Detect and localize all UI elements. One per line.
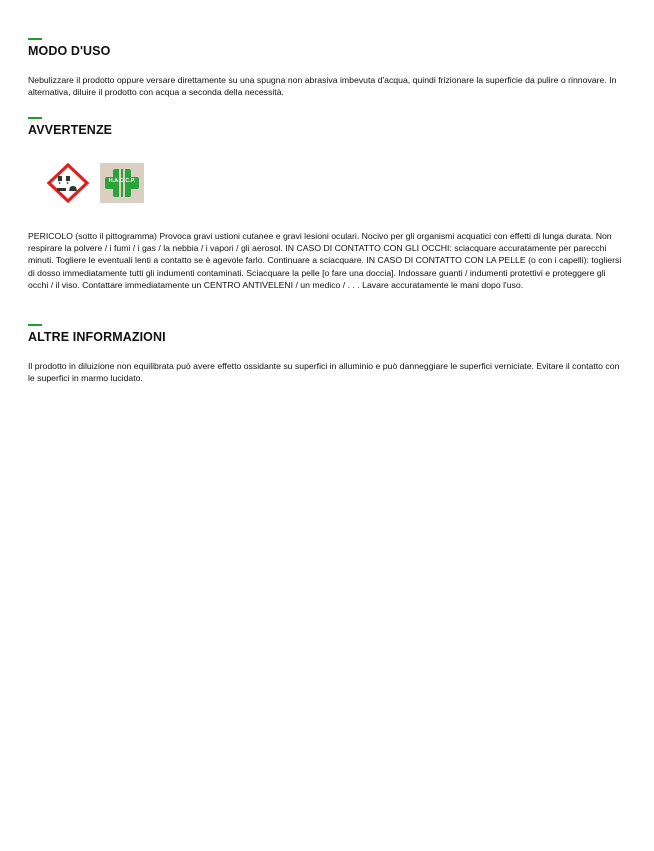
hazard-pictograms bbox=[46, 163, 144, 203]
section-accent-bar bbox=[28, 38, 42, 40]
section-title-altre-informazioni: ALTRE INFORMAZIONI bbox=[28, 330, 166, 344]
section-avvertenze bbox=[28, 117, 628, 138]
modo-uso-text: Nebulizzare il prodotto oppure versare direttamente su una spugna non abrasiva imbevuta d'acqua, quindi frizionare la superficie da pulire o rinnovare. In alternativa, diluire il prodotto con acqua a seconda della necessità. bbox=[28, 75, 617, 98]
section-accent-bar bbox=[28, 117, 42, 119]
haccp-label: H.A.C.C.P. bbox=[108, 178, 136, 184]
section-altre-informazioni bbox=[28, 324, 628, 384]
section-title-avvertenze: AVVERTENZE bbox=[28, 123, 113, 137]
ghs-corrosive-icon bbox=[46, 163, 90, 203]
section-modo-uso bbox=[28, 38, 628, 98]
haccp-icon bbox=[100, 163, 144, 203]
section-title-modo-uso: MODO D'USO bbox=[28, 44, 111, 58]
section-accent-bar bbox=[28, 324, 42, 326]
avvertenze-text: PERICOLO (sotto il pittogramma) Provoca gravi ustioni cutanee e gravi lesioni oculari. Nocivo per gli organismi acquatici con effetti di lunga durata. Non respirare la polvere / i fumi / i gas / la nebbia / i vapori / gli aerosol. IN CASO DI CONTATTO CON GLI OCCHI: sciacquare accuratamente per parecchi minuti. Togliere le eventuali lenti a contatto se è agevole farlo. Continuare a sciacquare. IN CASO DI CONTATTO CON LA PELLE (o con i capelli): togliersi di dosso immediatamente tutti gli indumenti contaminati. Sciacquare la pelle [o fare una doccia]. Indossare guanti / indumenti protettivi e proteggere gli occhi / il viso. Contattare immediatamente un CENTRO ANTIVELENI / un medico / . . . Lavare accuratamente le mani dopo l'uso. bbox=[28, 231, 622, 290]
altre-informazioni-text: Il prodotto in diluizione non equilibrata può avere effetto ossidante su superfici in alluminio e può danneggiare le superfici verniciate. Evitare il contatto con le superfici in marmo lucidato. bbox=[28, 361, 620, 384]
